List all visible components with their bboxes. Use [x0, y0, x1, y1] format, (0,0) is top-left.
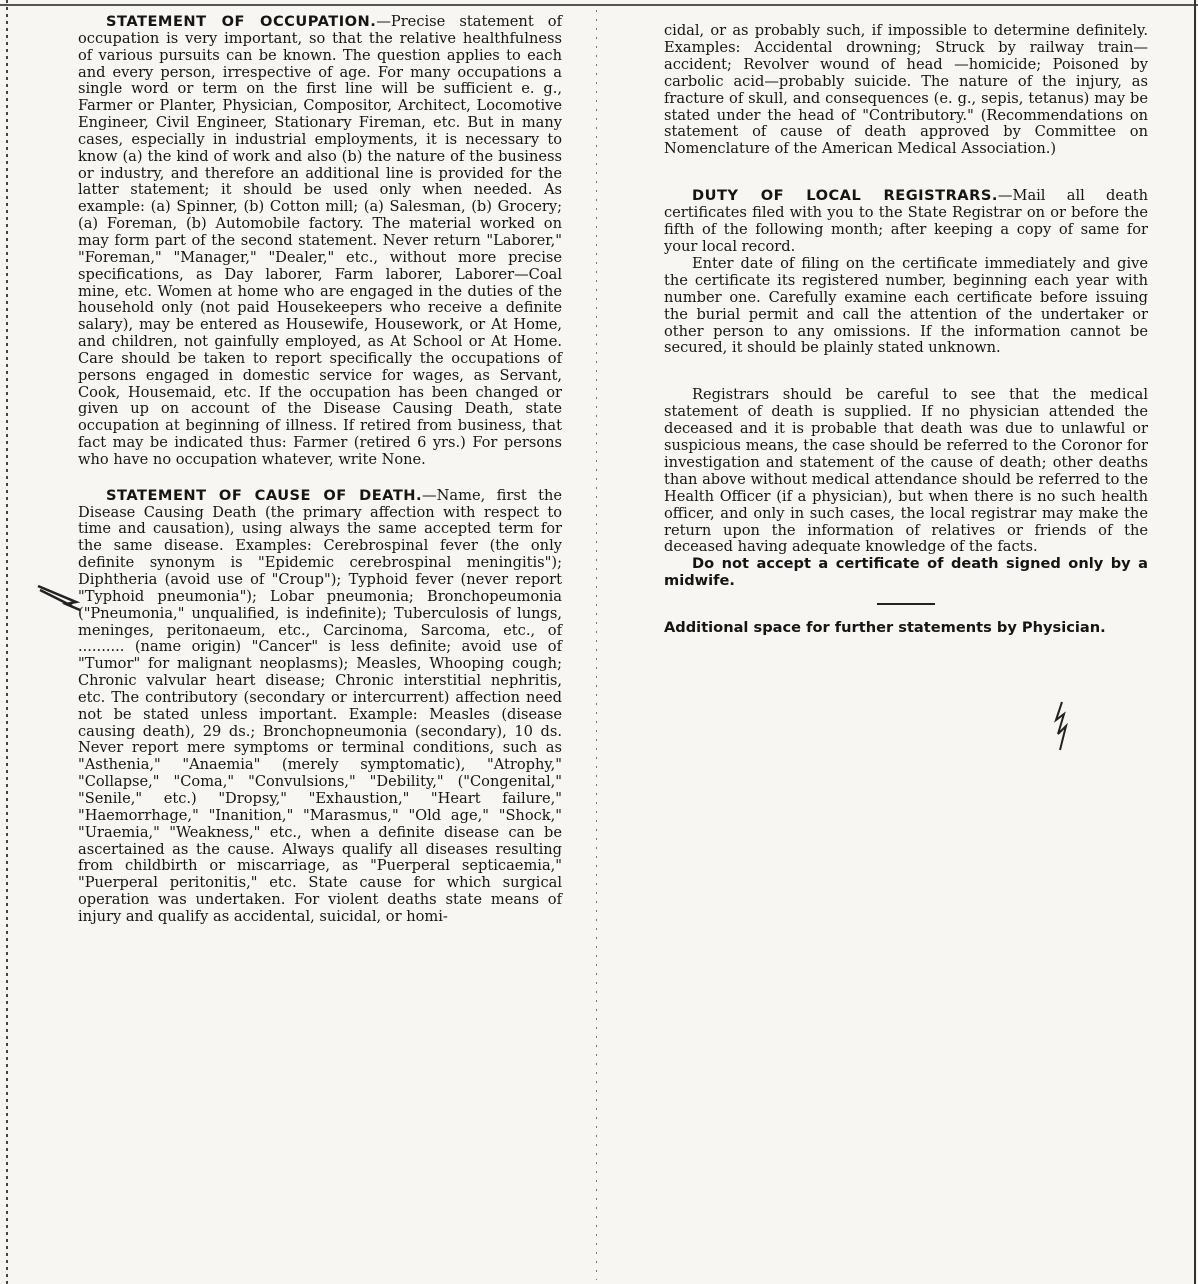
right-column — [664, 23, 1148, 637]
registrars-heading: DUTY OF LOCAL REGISTRARS. — [692, 187, 998, 205]
registrars-text-2: Enter date of filing on the certificate immediately and give the certificate its registered number, beginning each year with number one. Carefully examine each certificate before issuing the burial permit and call the attention of the undertaker or other person to any omissions. If the information cannot be secured, it should be plainly stated unknown. — [664, 254, 1148, 357]
cause-heading: STATEMENT OF CAUSE OF DEATH. — [106, 486, 423, 504]
cause-section — [78, 488, 562, 926]
handwritten-mark — [1048, 700, 1078, 764]
left-edge-mark — [6, 0, 8, 1284]
registrars-text-3: Registrars should be careful to see that the medical statement of death is supplied. If no physician attended the deceased and it is probable that death was due to unlawful or suspicious means, the case should be referred to the Coronor for investigation and statement of the cause of death; other deaths than above without medical attendance should be referred to the Health Officer (if a physician), but when there is no such health officer, and only in such cases, the local registrar may make the return upon the information of relatives or friends of the deceased having adequate knowledge of the facts. — [664, 386, 1148, 556]
column-divider — [596, 10, 597, 1280]
occupation-text: —Precise statement of occupation is very important, so that the relative healthfulness of various pursuits can be known. The question applies to each and every person, irrespective of age. For many occupations a single word or term on the first line will be sufficient e. g., Farmer or Planter, Physician, Compositor, Architect, Locomotive Engineer, Civil Engineer, Stationary Fireman, etc. But in many cases, especially in industrial employments, it is necessary to know (a) the kind of work and also (b) the nature of the business or industry, and therefore an additional line is provided for the latter statement; it should be used only when needed. As example: (a) Spinner, (b) Cotton mill; (a) Salesman, (b) Grocery; (a) Foreman, (b) Automobile factory. The material worked on may form part of the second statement. Never return "Laborer," "Foreman," "Manager," "Dealer," etc., without more precise specifications, as Day laborer, Farm laborer, Laborer—Coal mine, etc. Women at home who are engaged in the duties of the household only (not paid Housekeepers who receive a definite salary), may be entered as Housewife, Housework, or At Home, and children, not gainfully employed, as At School or At Home. Care should be taken to report specifically the occupations of persons engaged in domestic service for wages, as Servant, Cook, Housemaid, etc. If the occupation has been changed or given up on account of the Disease Causing Death, state occupation at beginning of illness. If retired from business, that fact may be indicated thus: Farmer (retired 6 yrs.) For persons who have no occupation whatever, write None. — [78, 13, 562, 468]
top-border-line — [0, 4, 1198, 6]
left-column — [78, 14, 562, 926]
section-rule — [877, 603, 935, 605]
hand-arrow-mark — [36, 580, 84, 618]
cause-text-continued: cidal, or as probably such, if impossible to determine definitely. Examples: Accidental drowning; Struck by railway train—accident; Revolver wound of head —homicide; Poisoned by carbolic acid—probably suicide. The nature of the injury, as fracture of skull, and consequences (e. g., sepis, tetanus) may be stated under the head of "Contributory." (Recommendations on statement of cause of death approved by Committee on Nomenclature of the American Medical Association.) — [664, 22, 1148, 158]
registrars-section — [664, 188, 1148, 256]
additional-space-line: Additional space for further statements by Physician. — [664, 619, 1106, 637]
registrars-text-4: Do not accept a certificate of death signed only by a midwife. — [664, 555, 1148, 590]
occupation-section — [78, 14, 562, 469]
occupation-heading: STATEMENT OF OCCUPATION. — [106, 13, 377, 30]
cause-text-left: —Name, first the Disease Causing Death (the primary affection with respect to time and causation), using always the same accepted term for the same disease. Examples: Cerebrospinal fever (the only definite synonym is "Epidemic cerebrospinal meningitis"); Diphtheria (avoid use of "Croup"); Typhoid fever (never report "Typhoid pneumonia"); Lobar pneumonia; Bronchopeumonia ("Pneumonia," unqualified, is indefinite); Tuberculosis of lungs, meninges, peritonaeum, etc., Carcinoma, Sarcoma, etc., of .......... (name origin) "Cancer" is less definite; avoid use of "Tumor" for malignant neoplasms); Measles, Whooping cough; Chronic valvular heart disease; Chronic interstitial nephritis, etc. The contributory (secondary or intercurrent) affection need not be stated unless important. Example: Measles (disease causing death), 29 ds.; Bronchopneumonia (secondary), 10 ds. Never report mere symptoms or terminal conditions, such as "Asthenia," "Anaemia" (merely symptomatic), "Atrophy," "Collapse," "Coma," "Convulsions," "Debility," ("Congenital," "Senile," etc.) "Dropsy," "Exhaustion," "Heart failure," "Haemorrhage," "Inanition," "Marasmus," "Old age," "Shock," "Uraemia," "Weakness," etc., when a definite disease can be ascertained as the cause. Always qualify all diseases resulting from childbirth or miscarriage, as "Puerperal septicaemia," "Puerperal peritonitis," etc. State cause for which surgical operation was undertaken. For violent deaths state means of injury and qualify as accidental, suicidal, or homi- — [78, 486, 562, 925]
registrars-text-1: —Mail all death certificates filed with you to the State Registrar on or before the fifth of the following month; after keeping a copy of same for your local record. — [664, 187, 1148, 255]
right-border-line — [1194, 0, 1196, 1284]
